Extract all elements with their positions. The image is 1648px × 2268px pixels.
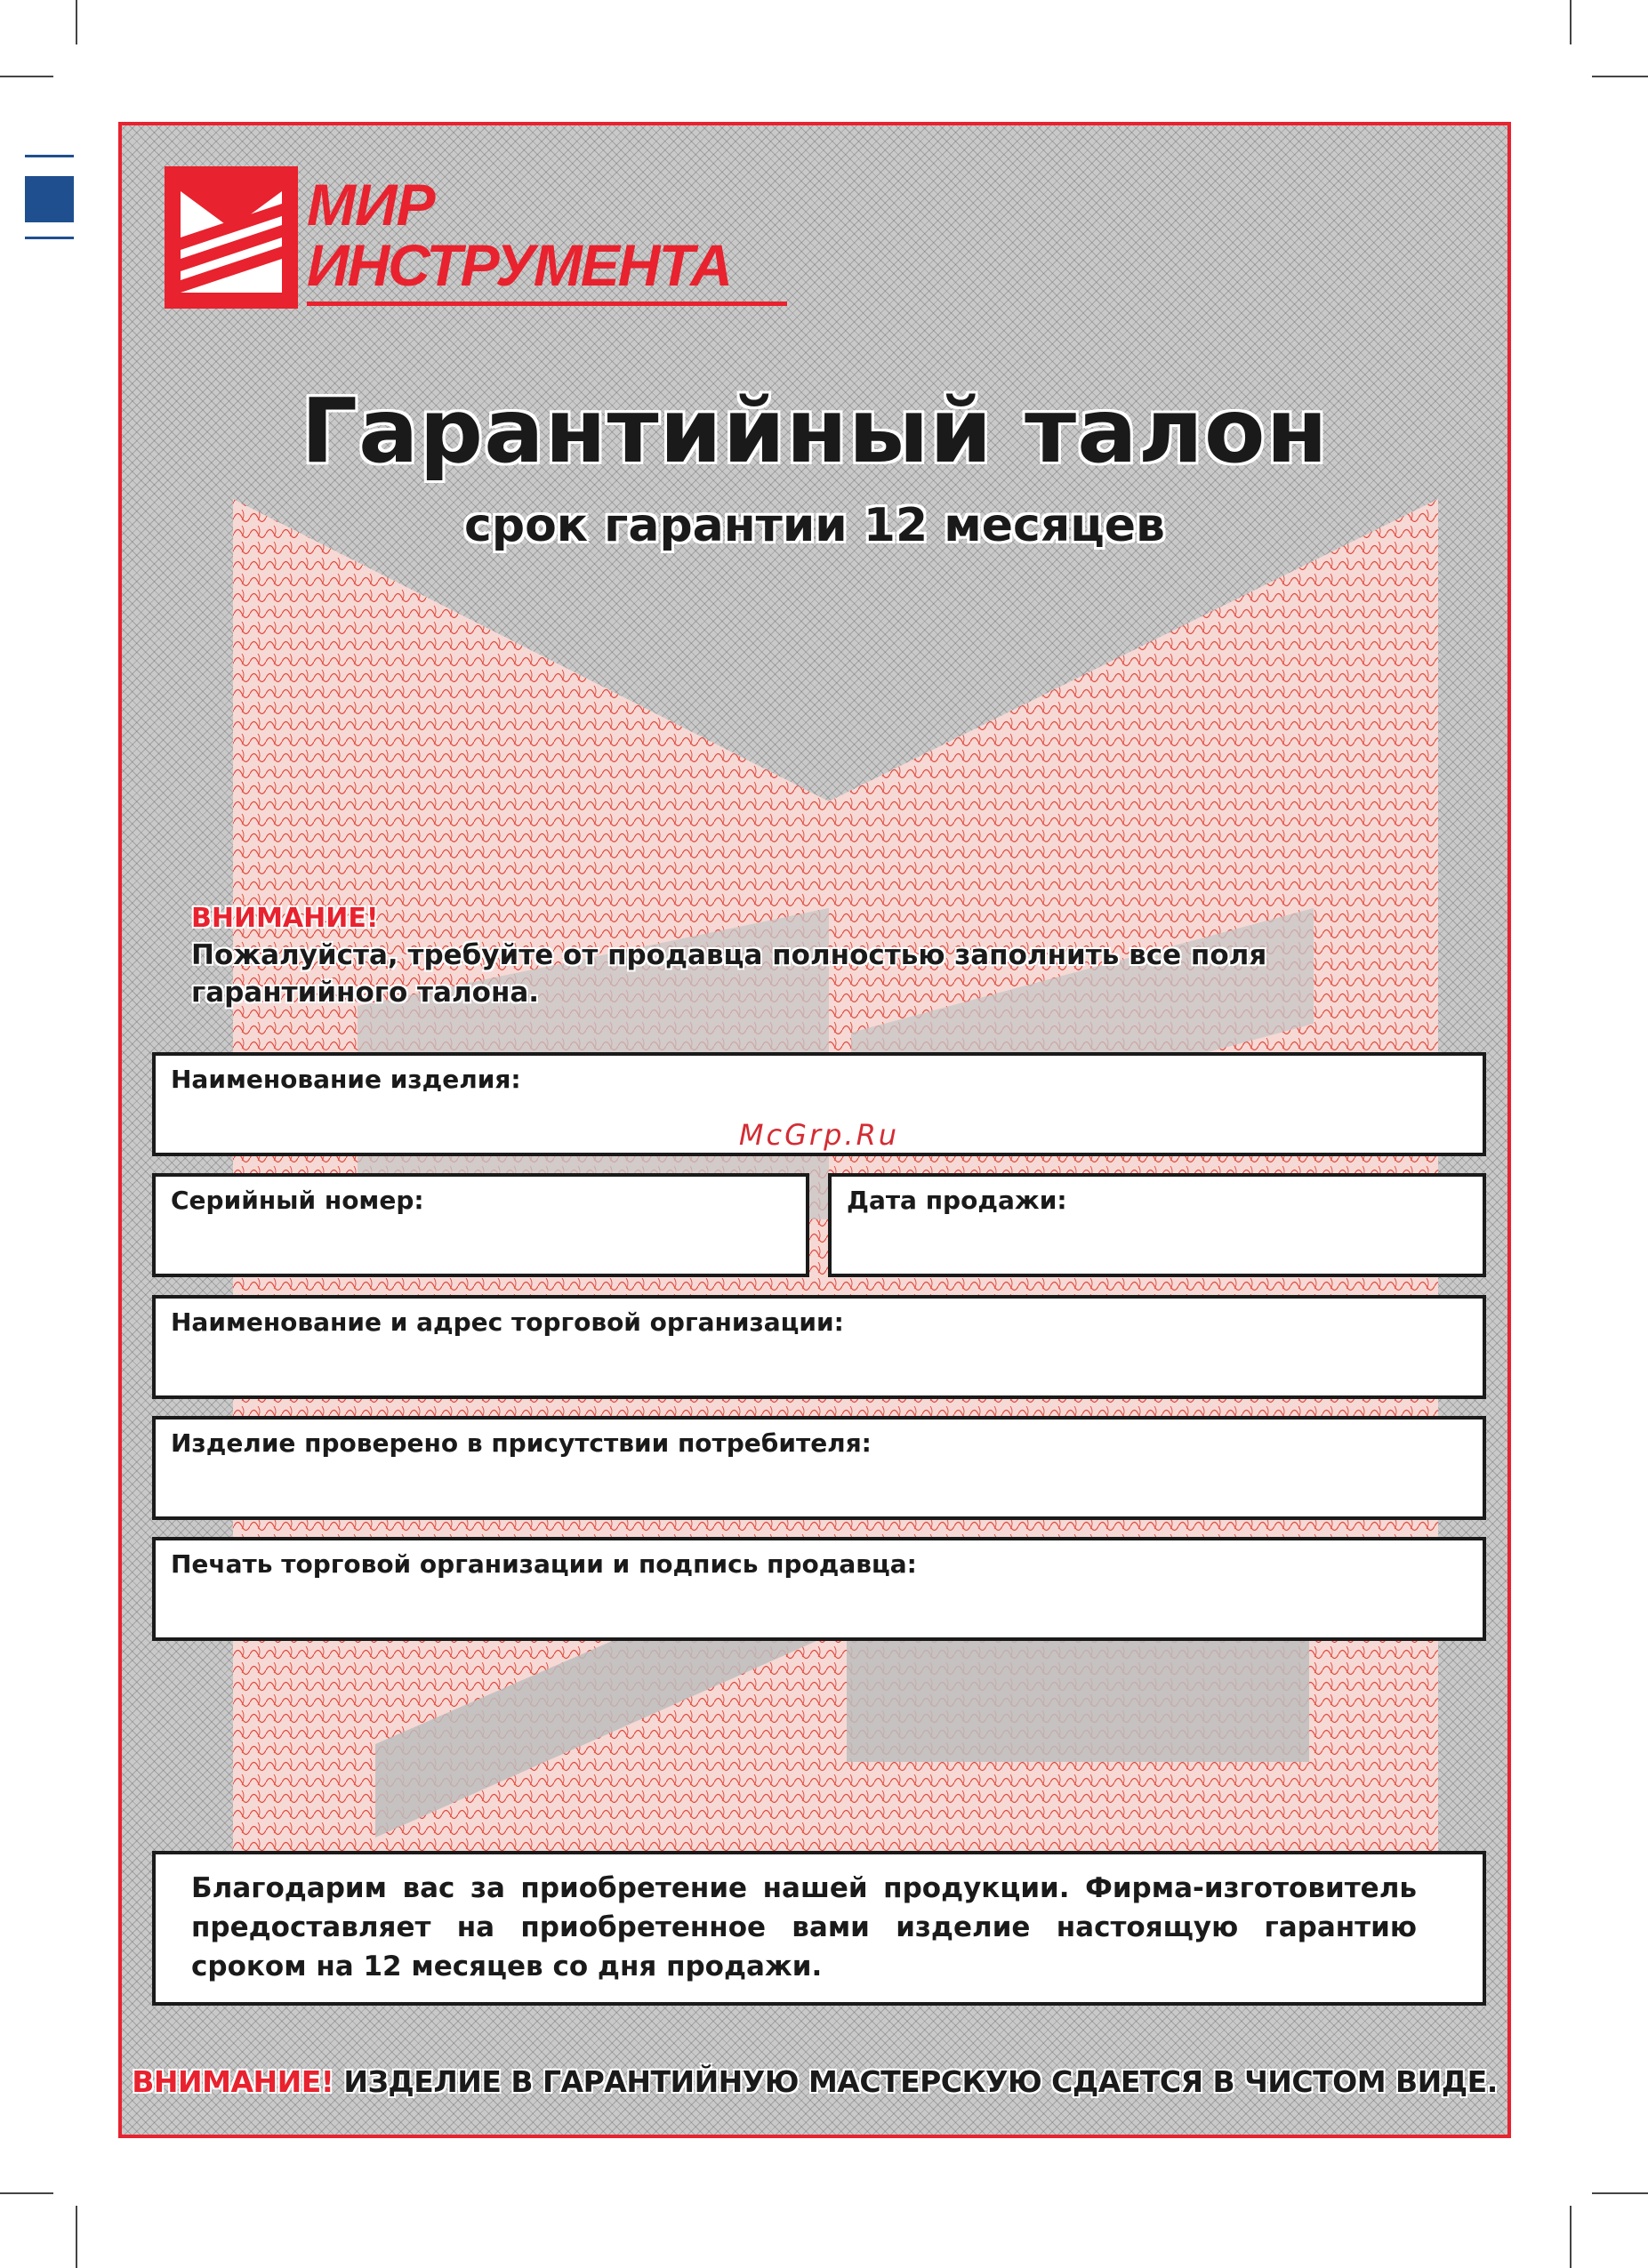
brand-name-line1: МИР — [307, 172, 435, 237]
crop-mark — [1570, 0, 1572, 44]
product-name-field[interactable] — [152, 1052, 1486, 1156]
brand-name-line2: ИНСТРУМЕНТА — [307, 232, 731, 298]
stamp-label: Печать торговой организации и подпись продавца: — [171, 1549, 917, 1579]
crop-mark — [1592, 76, 1648, 77]
color-bar — [25, 237, 74, 239]
product-name-label: Наименование изделия: — [171, 1065, 521, 1094]
page-subtitle: срок гарантии 12 месяцев — [464, 499, 1165, 552]
serial-number-label: Серийный номер: — [171, 1186, 424, 1215]
notice-heading: ВНИМАНИЕ! — [191, 903, 379, 934]
crop-mark — [76, 2206, 77, 2268]
checked-field[interactable] — [152, 1416, 1486, 1520]
store-label: Наименование и адрес торговой организации: — [171, 1307, 844, 1337]
color-swatch — [25, 176, 74, 222]
thanks-box — [152, 1851, 1486, 2006]
bottom-warning — [122, 2064, 1507, 2099]
crop-mark — [1592, 2192, 1648, 2194]
sale-date-field[interactable] — [828, 1173, 1486, 1277]
page-title: Гарантийный талон — [301, 379, 1329, 483]
notice — [191, 901, 1454, 1011]
stamp-field[interactable] — [152, 1537, 1486, 1641]
thanks-text: Благодарим вас за приобретение нашей продукции. Фирма-изготовитель предоставляет на приобретенное вами изделие настоящую гарантию сроком на 12 месяцев со дня продажи. — [191, 1872, 1417, 1982]
bottom-warning-text: ИЗДЕЛИЕ В ГАРАНТИЙНУЮ МАСТЕРСКУЮ СДАЕТСЯ В ЧИСТОМ ВИДЕ. — [334, 2064, 1498, 2099]
brand-logo — [165, 166, 805, 318]
crop-mark — [0, 76, 53, 77]
brand-underline — [307, 302, 787, 306]
color-bar — [25, 155, 74, 157]
checked-label: Изделие проверено в присутствии потребителя: — [171, 1428, 872, 1458]
serial-number-field[interactable] — [152, 1173, 809, 1277]
store-field[interactable] — [152, 1295, 1486, 1399]
crop-mark — [0, 2192, 53, 2194]
watermark: McGrp.Ru — [738, 1118, 900, 1152]
crop-mark — [1570, 2206, 1572, 2268]
bottom-warning-label: ВНИМАНИЕ! — [132, 2064, 334, 2099]
crop-mark — [76, 0, 77, 44]
sale-date-label: Дата продажи: — [847, 1186, 1067, 1215]
warranty-card — [118, 122, 1511, 2138]
notice-body: Пожалуйста, требуйте от продавца полностью заполнить все поля гарантийного талона. — [191, 939, 1267, 1009]
logo-mark-icon — [165, 166, 298, 309]
